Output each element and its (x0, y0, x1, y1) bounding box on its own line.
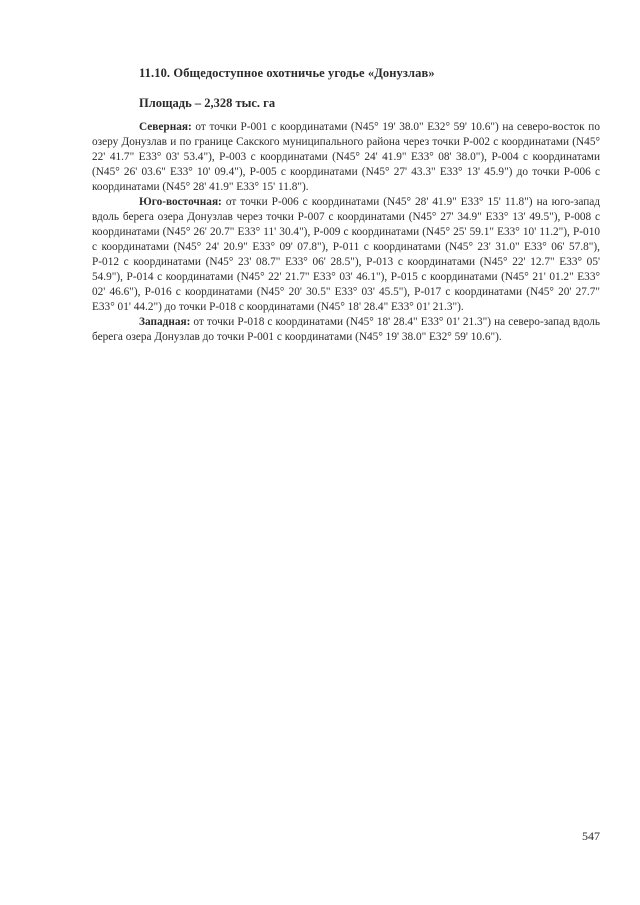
area-statement: Площадь – 2,328 тыс. га (139, 96, 276, 110)
boundary-description (92, 120, 600, 345)
page-number: 547 (582, 829, 600, 843)
boundary-west-label: Западная: (139, 316, 191, 328)
boundary-north (92, 120, 600, 195)
boundary-north-label: Северная: (139, 121, 192, 133)
section-heading: 11.10. Общедоступное охотничье угодье «Донузлав» (139, 66, 435, 80)
boundary-west-text: от точки Р-018 с координатами (N45° 18' 28.4" E33° 01' 21.3") на северо-запад вдоль берега озера Донузлав до точки Р-001 с координатами (N45° 19' 38.0" E32° 59' 10.6"). (92, 316, 600, 343)
boundary-southeast (92, 195, 600, 315)
boundary-southeast-text: от точки Р-006 с координатами (N45° 28' 41.9" E33° 15' 11.8") на юго-запад вдоль берега озера Донузлав через точки Р-007 с координатами (N45° 27' 34.9" E33° 13' 49.5"), Р-008 с координатами (N45° 26' 20.7" E33° 11' 30.4"), Р-009 с координатами (N45° 25' 59.1" E33° 10' 11.2"), Р-010 с координатами (N45° 24' 20.9" E33° 09' 07.8"), Р-011 с координатами (N45° 23' 31.0" E33° 06' 57.8"), Р-012 с координатами (N45° 23' 08.7" E33° 06' 28.5"), Р-013 с координатами (N45° 22' 12.7" E33° 05' 54.9"), Р-014 с координатами (N45° 22' 21.7" E33° 03' 46.1"), Р-015 с координатами (N45° 21' 01.2" E33° 02' 46.6"), Р-016 с координатами (N45° 20' 30.5" E33° 03' 45.5"), Р-017 с координатами (N45° 20' 27.7" E33° 01' 44.2") до точки Р-018 с координатами (N45° 18' 28.4" E33° 01' 21.3"). (92, 196, 600, 313)
boundary-west (92, 315, 600, 345)
boundary-southeast-label: Юго-восточная: (139, 196, 222, 208)
boundary-north-text: от точки Р-001 с координатами (N45° 19' 38.0" E32° 59' 10.6") на северо-восток по озеру Донузлав и по границе Сакского муниципального района через точки Р-002 с координатами (N45° 22' 41.7" E33° 03' 53.4"), Р-003 с координатами (N45° 24' 41.9" E33° 08' 38.0"), Р-004 с координатами (N45° 26' 03.6" E33° 10' 09.4"), Р-005 с координатами (N45° 27' 43.3" E33° 13' 45.9") до точки Р-006 с координатами (N45° 28' 41.9" E33° 15' 11.8"). (92, 121, 600, 193)
